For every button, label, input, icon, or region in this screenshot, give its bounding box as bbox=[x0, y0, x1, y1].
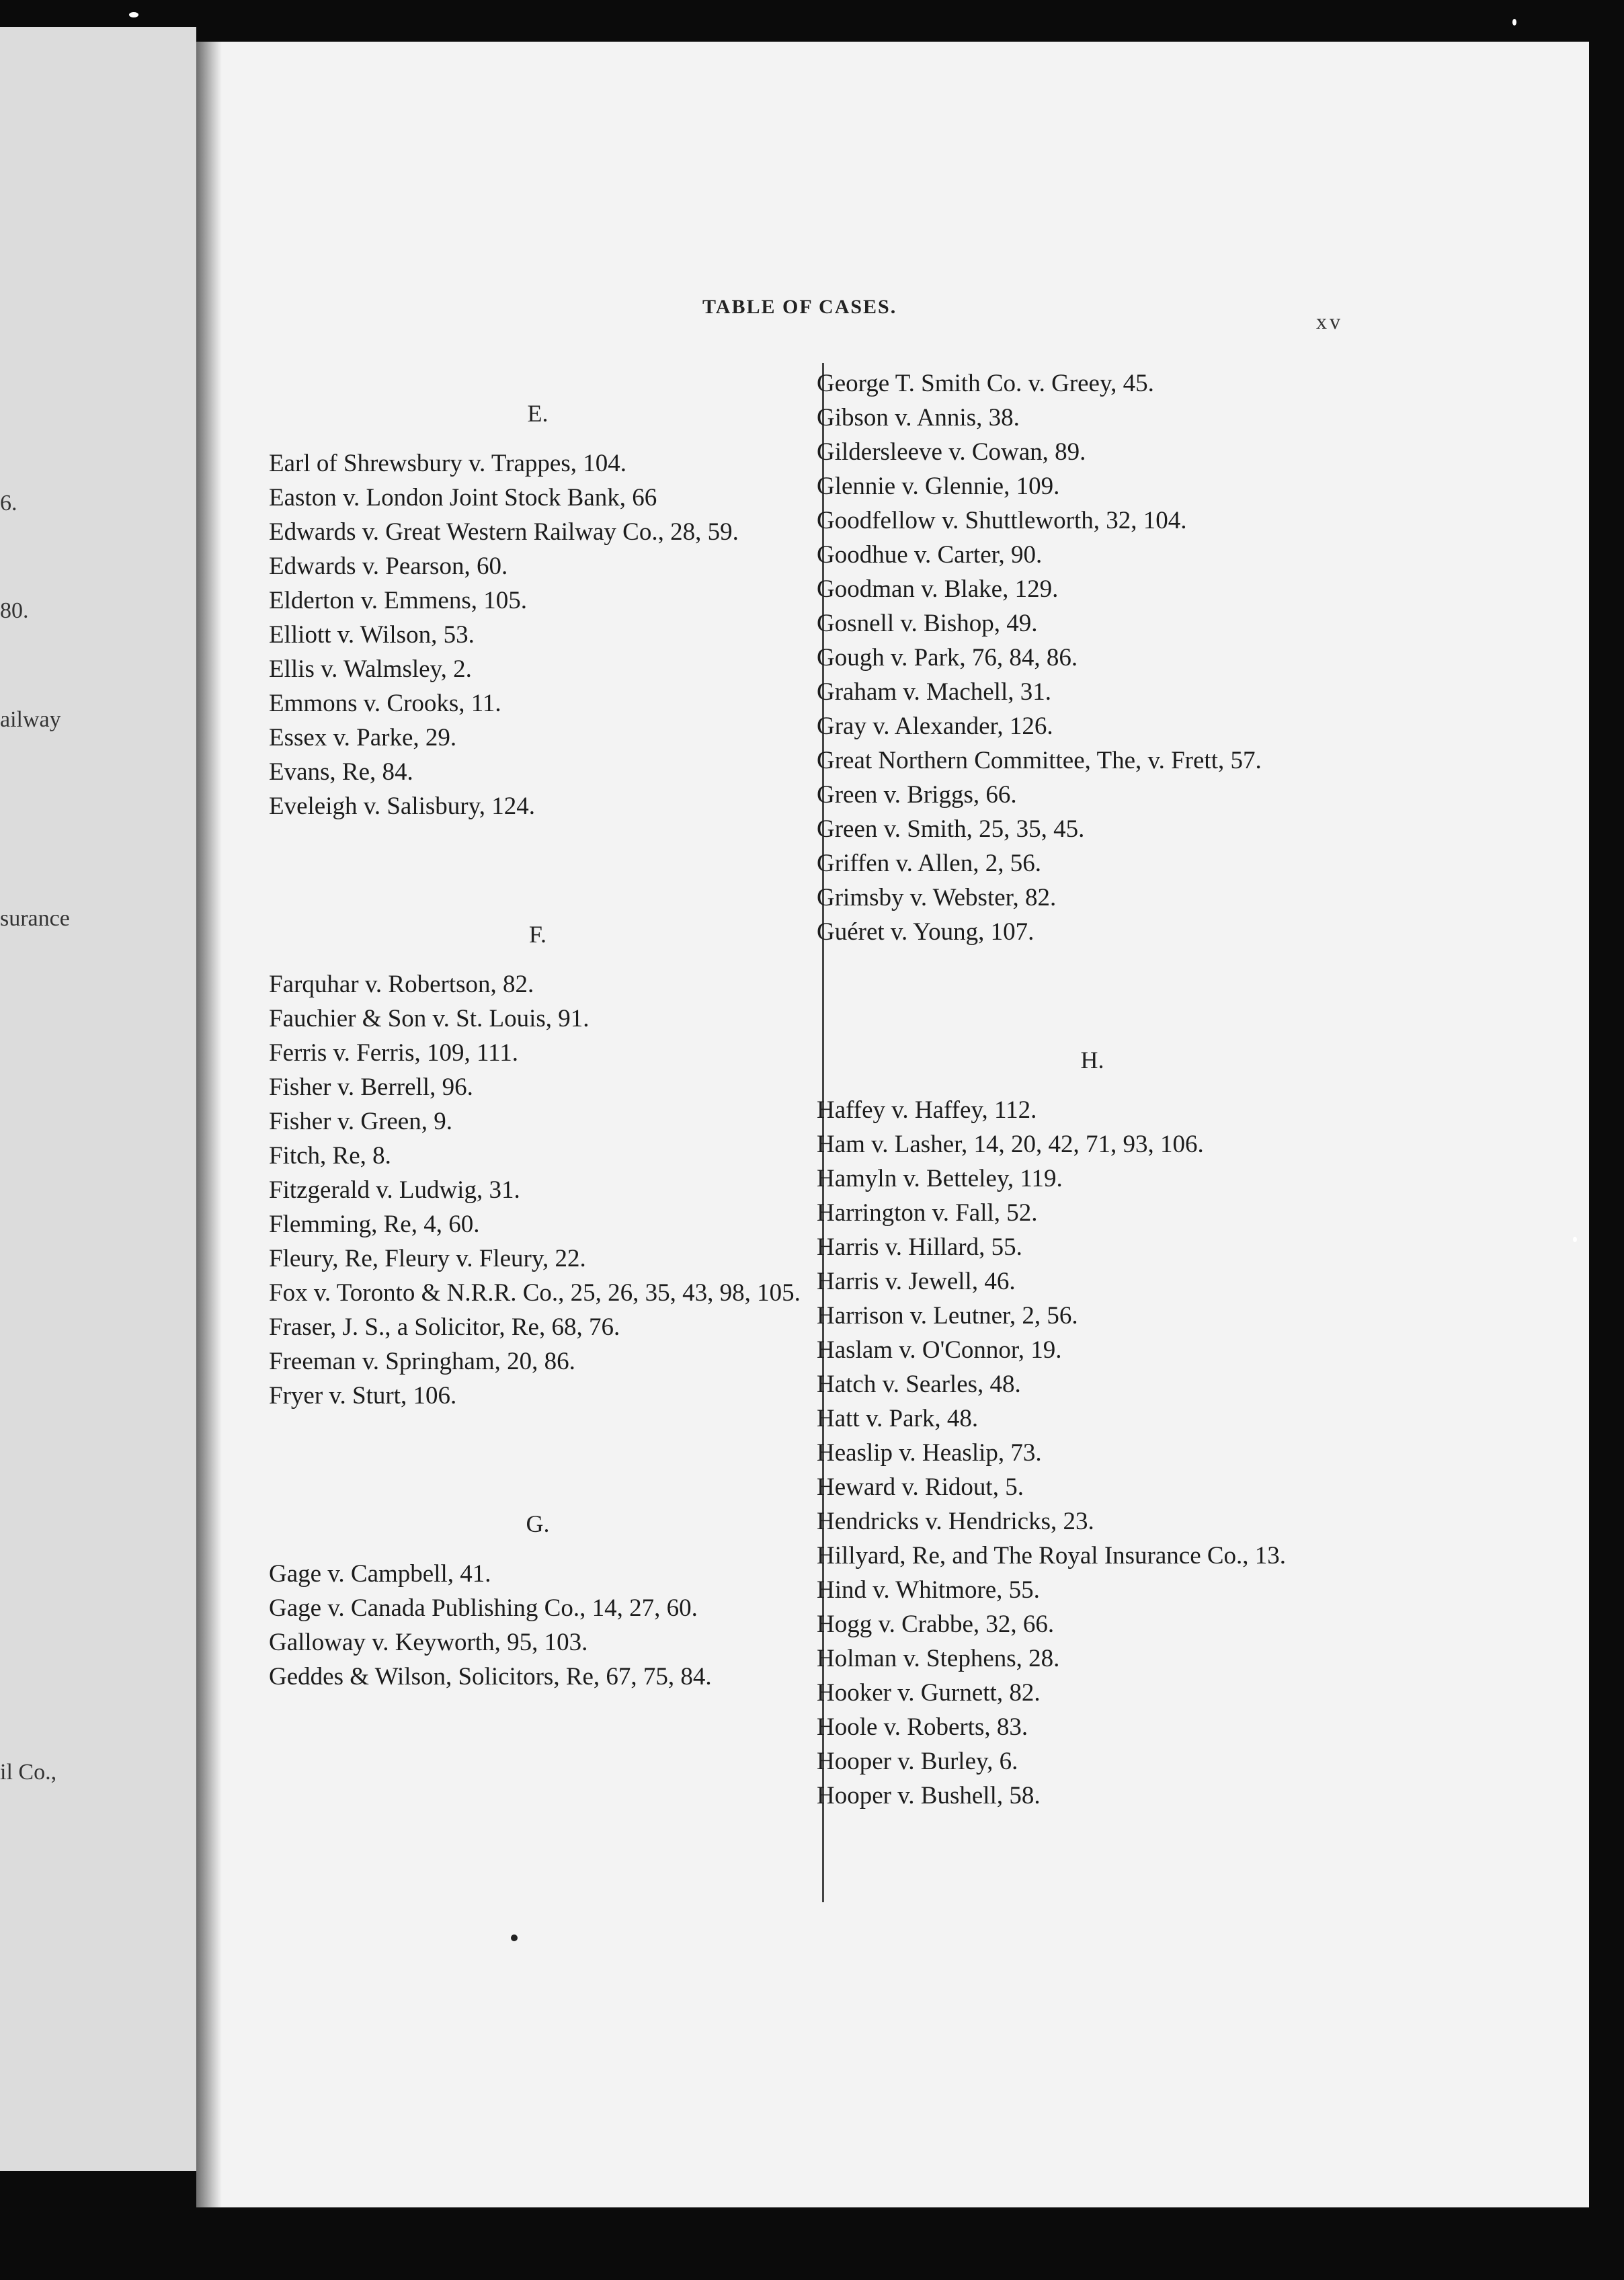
case-entry: Freeman v. Springham, 20, 86. bbox=[269, 1348, 575, 1375]
case-entry: Harris v. Hillard, 55. bbox=[817, 1233, 1022, 1261]
case-entry: Hillyard, Re, and The Royal Insurance Co., 13. bbox=[817, 1542, 1287, 1570]
case-entry: Heaslip v. Heaslip, 73. bbox=[817, 1439, 1042, 1467]
case-entry: Hooper v. Burley, 6. bbox=[817, 1748, 1018, 1775]
case-entry: Hind v. Whitmore, 55. bbox=[817, 1576, 1040, 1604]
case-entry: Hendricks v. Hendricks, 23. bbox=[817, 1508, 1094, 1535]
right-column bbox=[817, 366, 1368, 1813]
case-entry: Hatch v. Searles, 48. bbox=[817, 1371, 1021, 1398]
case-entry: Green v. Smith, 25, 35, 45. bbox=[817, 815, 1085, 843]
case-entry: Essex v. Parke, 29. bbox=[269, 724, 457, 751]
case-entry: Gibson v. Annis, 38. bbox=[817, 404, 1020, 432]
case-entry: Evans, Re, 84. bbox=[269, 758, 413, 786]
case-entry: Elliott v. Wilson, 53. bbox=[269, 621, 475, 649]
case-entry: Fauchier & Son v. St. Louis, 91. bbox=[269, 1005, 590, 1032]
case-entry: Harrison v. Leutner, 2, 56. bbox=[817, 1302, 1078, 1330]
case-entry: George T. Smith Co. v. Greey, 45. bbox=[817, 370, 1154, 397]
case-entry: Edwards v. Pearson, 60. bbox=[269, 553, 508, 580]
case-entry: Green v. Briggs, 66. bbox=[817, 781, 1017, 809]
case-entry: Goodman v. Blake, 129. bbox=[817, 575, 1059, 603]
case-entry: Fisher v. Berrell, 96. bbox=[269, 1073, 473, 1101]
case-entry: Harrington v. Fall, 52. bbox=[817, 1199, 1038, 1227]
section-letter: H. bbox=[1080, 1047, 1104, 1073]
page-number: xv bbox=[1316, 309, 1343, 333]
case-entry: Gage v. Canada Publishing Co., 14, 27, 60. bbox=[269, 1594, 698, 1622]
case-entry: Gosnell v. Bishop, 49. bbox=[817, 610, 1038, 637]
section-letter: E. bbox=[527, 400, 549, 427]
case-entry: Ellis v. Walmsley, 2. bbox=[269, 655, 472, 683]
case-entry: Galloway v. Keyworth, 95, 103. bbox=[269, 1629, 588, 1656]
case-entry: Fitzgerald v. Ludwig, 31. bbox=[269, 1176, 520, 1204]
case-entry: Gray v. Alexander, 126. bbox=[817, 712, 1053, 740]
left-fragment: 6. bbox=[0, 491, 17, 516]
case-entry: Ferris v. Ferris, 109, 111. bbox=[269, 1039, 518, 1067]
case-entry: Geddes & Wilson, Solicitors, Re, 67, 75, 84. bbox=[269, 1663, 712, 1691]
case-entry: Hoole v. Roberts, 83. bbox=[817, 1713, 1028, 1741]
case-entry: Fraser, J. S., a Solicitor, Re, 68, 76. bbox=[269, 1313, 620, 1341]
case-list bbox=[817, 366, 1368, 949]
case-entry: Fryer v. Sturt, 106. bbox=[269, 1382, 457, 1410]
case-entry: Harris v. Jewell, 46. bbox=[817, 1268, 1016, 1295]
case-entry: Fleury, Re, Fleury v. Fleury, 22. bbox=[269, 1245, 586, 1272]
case-list bbox=[269, 1557, 807, 1694]
case-entry: Haffey v. Haffey, 112. bbox=[817, 1096, 1037, 1124]
case-entry: Fisher v. Green, 9. bbox=[269, 1108, 452, 1135]
case-entry: Griffen v. Allen, 2, 56. bbox=[817, 850, 1041, 877]
case-entry: Goodhue v. Carter, 90. bbox=[817, 541, 1043, 569]
left-fragment: il Co., bbox=[0, 1760, 57, 1785]
section-letter: F. bbox=[528, 921, 547, 948]
case-list bbox=[817, 1093, 1368, 1813]
section-letter: G. bbox=[526, 1510, 550, 1537]
case-list bbox=[269, 446, 807, 823]
case-entry: Hogg v. Crabbe, 32, 66. bbox=[817, 1611, 1055, 1638]
case-entry: Edwards v. Great Western Railway Co., 28, 59. bbox=[269, 518, 739, 546]
case-entry: Graham v. Machell, 31. bbox=[817, 678, 1051, 706]
case-entry: Gildersleeve v. Cowan, 89. bbox=[817, 438, 1086, 466]
case-entry: Great Northern Committee, The, v. Frett, 57. bbox=[817, 747, 1262, 774]
case-entry: Hooker v. Gurnett, 82. bbox=[817, 1679, 1041, 1707]
case-entry: Hatt v. Park, 48. bbox=[817, 1405, 979, 1432]
film-speck bbox=[129, 12, 138, 17]
case-entry: Eveleigh v. Salisbury, 124. bbox=[269, 792, 535, 820]
case-entry: Hamyln v. Betteley, 119. bbox=[817, 1165, 1063, 1192]
case-entry: Ham v. Lasher, 14, 20, 42, 71, 93, 106. bbox=[817, 1131, 1204, 1158]
left-fragment: 80. bbox=[0, 598, 29, 623]
case-entry: Fox v. Toronto & N.R.R. Co., 25, 26, 35, 43, 98, 105. bbox=[269, 1279, 801, 1307]
page-gutter-shadow bbox=[196, 42, 222, 2207]
case-entry: Goodfellow v. Shuttleworth, 32, 104. bbox=[817, 507, 1187, 534]
case-entry: Glennie v. Glennie, 109. bbox=[817, 473, 1060, 500]
left-fragment: ailway bbox=[0, 707, 61, 732]
case-entry: Elderton v. Emmens, 105. bbox=[269, 587, 527, 614]
case-entry: Holman v. Stephens, 28. bbox=[817, 1645, 1060, 1672]
case-entry: Earl of Shrewsbury v. Trappes, 104. bbox=[269, 450, 627, 477]
case-entry: Hooper v. Bushell, 58. bbox=[817, 1782, 1041, 1809]
case-entry: Grimsby v. Webster, 82. bbox=[817, 884, 1057, 911]
case-entry: Gough v. Park, 76, 84, 86. bbox=[817, 644, 1078, 671]
case-entry: Easton v. London Joint Stock Bank, 66 bbox=[269, 484, 657, 512]
case-entry: Farquhar v. Robertson, 82. bbox=[269, 971, 534, 998]
case-list bbox=[269, 967, 807, 1413]
ink-dot bbox=[511, 1935, 518, 1941]
case-entry: Flemming, Re, 4, 60. bbox=[269, 1211, 480, 1238]
case-entry: Guéret v. Young, 107. bbox=[817, 918, 1034, 946]
case-entry: Gage v. Campbell, 41. bbox=[269, 1560, 491, 1588]
film-speck bbox=[1573, 1237, 1577, 1242]
case-entry: Heward v. Ridout, 5. bbox=[817, 1473, 1024, 1501]
film-speck bbox=[1512, 19, 1516, 26]
left-page-fragment bbox=[0, 27, 196, 2171]
left-column bbox=[269, 376, 807, 1694]
case-entry: Fitch, Re, 8. bbox=[269, 1142, 391, 1170]
case-entry: Haslam v. O'Connor, 19. bbox=[817, 1336, 1062, 1364]
page-title: TABLE OF CASES. bbox=[702, 296, 897, 318]
left-fragment: surance bbox=[0, 906, 70, 931]
case-entry: Emmons v. Crooks, 11. bbox=[269, 690, 501, 717]
